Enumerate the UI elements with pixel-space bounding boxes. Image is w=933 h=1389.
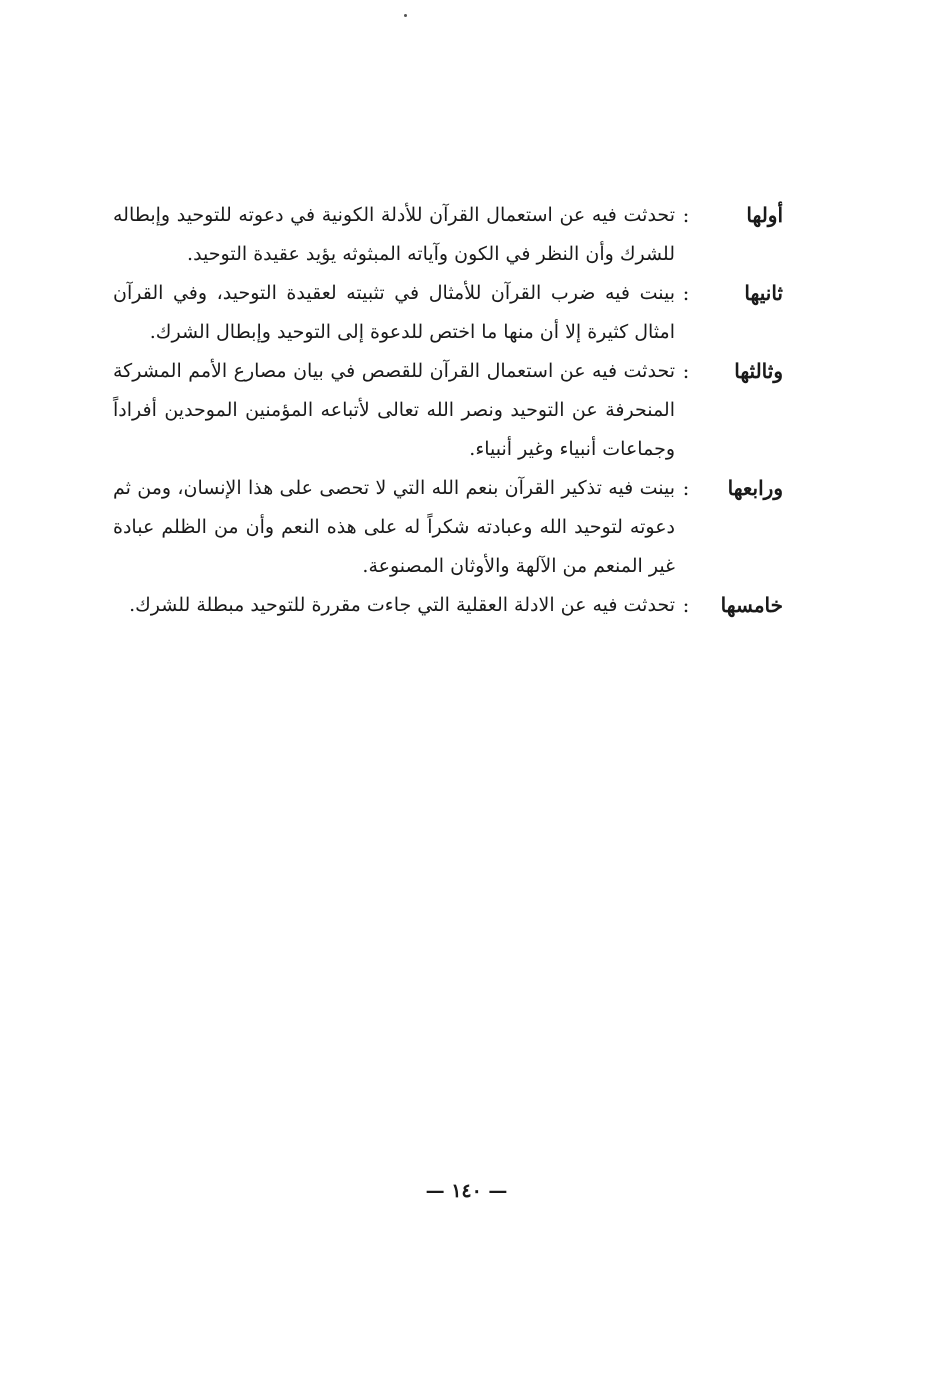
entry-text: تحدثت فيه عن استعمال القرآن للأدلة الكونية في دعوته للتوحيد وإبطاله للشرك وأن النظر في الكون وآياته المبثوثه يؤيد عقيدة التوحيد.: [113, 204, 675, 265]
entry-colon: :: [682, 359, 690, 383]
summary-list: [113, 196, 783, 625]
entry-text: بينت فيه ضرب القرآن للأمثال في تثبيته لعقيدة التوحيد، وفي القرآن امثال كثيرة إلا أن منها ما اختص للدعوة إلى التوحيد وإبطال الشرك.: [113, 282, 675, 343]
list-item: [113, 274, 783, 352]
entry-text: بينت فيه تذكير القرآن بنعم الله التي لا تحصى على هذا الإنسان، ومن ثم دعوته لتوحيد الله وعبادته شكراً له على هذه النعم وأن من الظلم عبادة غير المنعم من الآلهة والأوثان المصنوعة.: [113, 477, 675, 577]
list-item: [113, 352, 783, 469]
page-number: — ١٤٠ —: [425, 1180, 508, 1202]
entry-label: وثالثها: [734, 359, 783, 383]
entry-colon: :: [682, 593, 690, 617]
entry-label: أولها: [746, 203, 783, 227]
list-item: [113, 586, 783, 625]
printer-mark: [404, 14, 407, 17]
entry-colon: :: [682, 203, 690, 227]
list-item: [113, 469, 783, 586]
entry-text: تحدثت فيه عن استعمال القرآن للقصص في بيان مصارع الأمم المشركة المنحرفة عن التوحيد ونصر الله تعالى لأتباعه المؤمنين الموحدين أفراداً وجماعات أنبياء وغير أنبياء.: [113, 360, 675, 460]
entry-colon: :: [682, 281, 690, 305]
entry-label: خامسها: [720, 593, 783, 617]
entry-label: ورابعها: [727, 476, 783, 500]
entry-colon: :: [682, 476, 690, 500]
entry-label: ثانيها: [744, 281, 783, 305]
list-item: [113, 196, 783, 274]
entry-text: تحدثت فيه عن الادلة العقلية التي جاءت مقررة للتوحيد مبطلة للشرك.: [129, 594, 675, 616]
